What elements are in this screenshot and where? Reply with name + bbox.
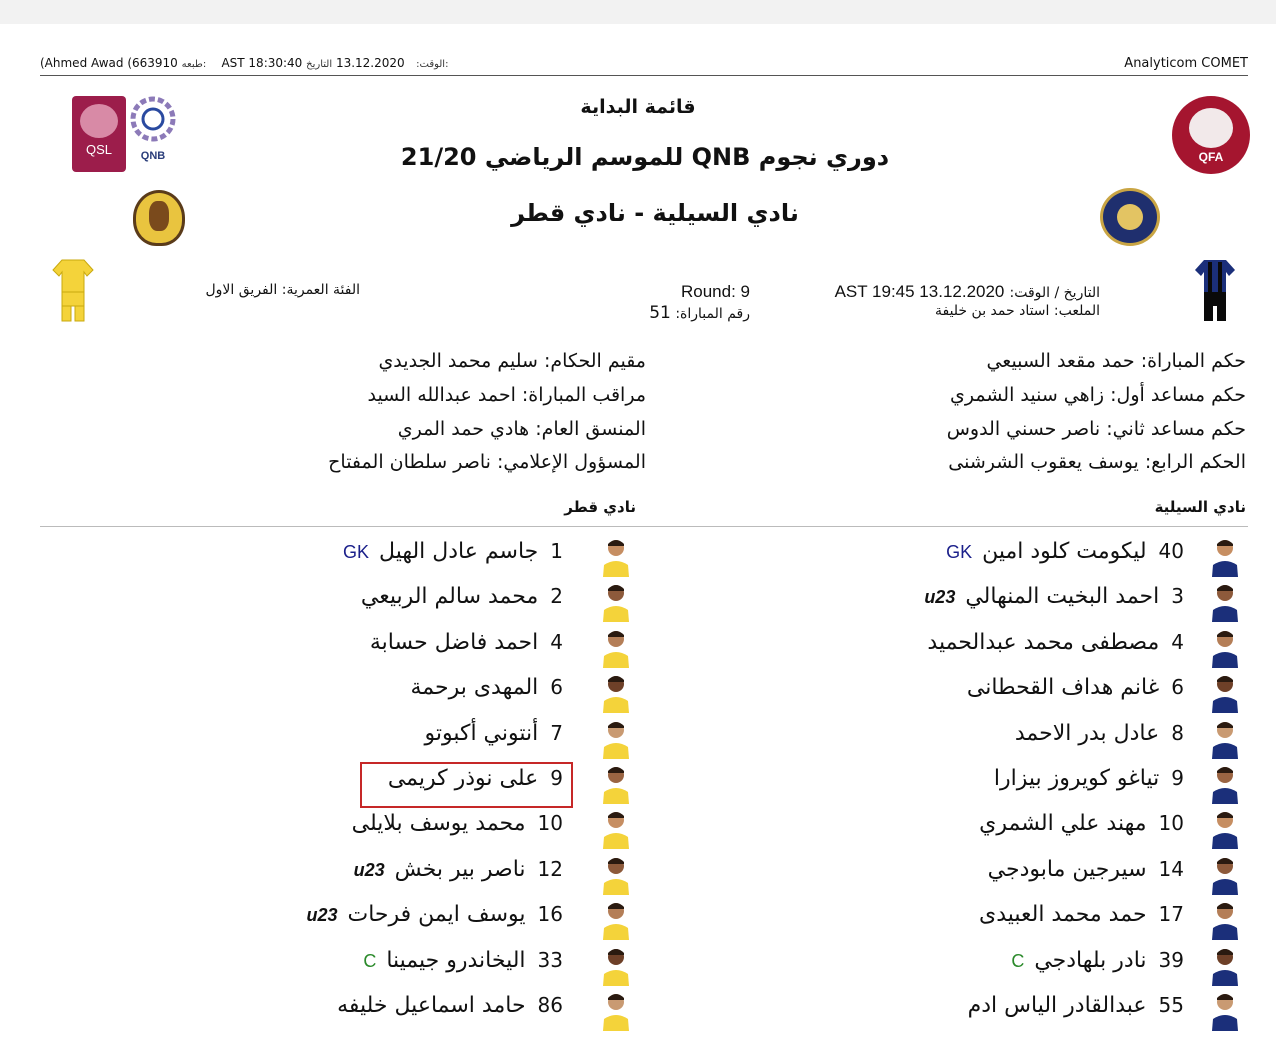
player-badge-c: C [1011, 950, 1025, 971]
age-group [190, 282, 360, 298]
away-player-row [370, 630, 563, 670]
print-date-label: التاريخ: [306, 59, 449, 70]
stadium-label: الملعب: [1053, 303, 1100, 319]
stadium-value: استاد حمد بن خليفة [934, 303, 1050, 319]
print-time-label: الوقت: [416, 59, 446, 70]
page-title: قائمة البداية [580, 96, 696, 118]
player-name: أنتوني أكبوتو [424, 720, 539, 746]
official-assistant-2 [947, 418, 1246, 440]
home-team-header: نادي السيلية [1154, 498, 1246, 516]
official-name: احمد عبدالله السيد [367, 384, 516, 406]
player-number: 40 [1158, 539, 1184, 563]
player-number: 39 [1158, 947, 1184, 972]
section-divider [40, 526, 1248, 527]
away-player-photo [601, 535, 631, 577]
home-player-row [927, 630, 1184, 670]
qsl-text: QSL [85, 142, 112, 157]
player-name: عبدالقادر الياس ادم [967, 993, 1147, 1018]
away-player-row [354, 857, 563, 897]
player-number: 6 [550, 675, 563, 700]
player-name: محمد يوسف بلايلى [351, 811, 526, 837]
away-player-photo [601, 807, 631, 849]
player-name: عادل بدر الاحمد [1014, 720, 1160, 746]
away-player-photo [601, 626, 631, 668]
player-badge-u23: u23 [924, 587, 956, 608]
away-player-photo [601, 717, 631, 759]
home-player-row [1011, 948, 1184, 988]
official-name: ناصر سلطان المفتاح [328, 451, 491, 473]
player-number: 8 [1171, 720, 1184, 745]
official-name: ناصر حسني الدوس [946, 418, 1101, 440]
player-name: نادر بلهادجي [1034, 947, 1147, 973]
player-number: 16 [537, 902, 563, 927]
player-name: مهند علي الشمري [979, 811, 1147, 837]
player-number: 55 [1158, 993, 1184, 1017]
home-player-photo [1210, 989, 1240, 1031]
player-name: سيرجين مابودجي [987, 856, 1147, 882]
home-player-row [967, 675, 1184, 715]
away-player-photo [601, 762, 631, 804]
official-label: مراقب المباراة: [521, 384, 646, 406]
official-name: هادي حمد المري [397, 418, 530, 440]
official-fourth [948, 451, 1246, 473]
home-player-row [988, 857, 1184, 897]
official-label: المسؤول الإعلامي: [496, 451, 646, 473]
away-player-photo [601, 989, 631, 1031]
home-player-row [924, 584, 1184, 624]
player-number: 3 [1171, 584, 1184, 609]
away-team-header: نادي قطر [564, 498, 636, 516]
player-badge-gk: GK [946, 542, 973, 562]
home-player-photo [1210, 717, 1240, 759]
match-datetime [780, 282, 1100, 319]
official-assessor [378, 350, 646, 372]
player-name: اليخاندرو جيمينا [386, 947, 526, 973]
player-number: 86 [537, 993, 563, 1017]
round-value: Round: 9 [681, 282, 750, 301]
official-label: حكم مساعد أول: [1110, 384, 1246, 406]
official-name: سليم محمد الجديدي [378, 350, 538, 372]
official-name: يوسف يعقوب الشرشنى [948, 451, 1139, 473]
player-number: 14 [1158, 856, 1184, 881]
player-number: 2 [550, 584, 563, 609]
player-name: ناصر بير بخش [394, 856, 526, 882]
official-coordinator [398, 418, 646, 440]
official-label: حكم مساعد ثاني: [1106, 418, 1246, 440]
home-player-row [979, 902, 1184, 942]
player-name: جاسم عادل الهيل [379, 539, 539, 564]
player-number: 33 [537, 947, 563, 972]
away-player-row [352, 811, 563, 851]
home-player-photo [1210, 671, 1240, 713]
home-player-photo [1210, 853, 1240, 895]
away-player-photo [601, 944, 631, 986]
league-title: دوري نجوم QNB للموسم الرياضي 21/20 [400, 143, 890, 171]
qnb-text: QNB [140, 150, 166, 162]
official-name: حمد مقعد السبيعي [986, 350, 1135, 372]
player-number: 10 [537, 811, 563, 836]
player-badge-u23: u23 [306, 905, 338, 926]
print-date: 13.12.2020 [335, 56, 405, 70]
home-player-photo [1210, 580, 1240, 622]
player-badge-u23: u23 [353, 859, 385, 880]
player-number: 12 [537, 856, 563, 881]
player-name: حامد اسماعيل خليفه [337, 993, 526, 1018]
print-time: AST 18:30:40 [221, 56, 303, 70]
home-player-row [968, 993, 1184, 1033]
match-no-label: رقم المباراة: [675, 306, 750, 322]
away-player-row [306, 902, 563, 942]
player-name: محمد سالم الربيعي [360, 584, 539, 610]
player-name: تياغو كويروز بيزارا [993, 766, 1160, 791]
player-number: 9 [550, 766, 563, 790]
player-name: غانم هداف القحطانى [966, 675, 1160, 701]
home-kit-icon [1194, 258, 1236, 322]
away-kit-icon [52, 258, 94, 322]
printer-name: (Ahmed Awad (663910 [40, 56, 178, 70]
player-name: احمد فاضل حسابة [369, 629, 539, 655]
away-player-photo [601, 580, 631, 622]
away-player-photo [601, 671, 631, 713]
player-name: ليكومت كلود امين [982, 539, 1147, 564]
player-number: 9 [1171, 766, 1184, 790]
home-player-photo [1210, 898, 1240, 940]
home-player-row [1015, 721, 1184, 761]
home-player-photo [1210, 944, 1240, 986]
datetime-label: التاريخ / الوقت: [1009, 285, 1100, 301]
away-player-row [363, 948, 563, 988]
print-meta [40, 56, 448, 70]
player-number: 6 [1171, 675, 1184, 700]
round-info [600, 282, 750, 323]
official-label: حكم المباراة: [1140, 350, 1246, 372]
age-group-value: الفريق الاول [205, 282, 278, 298]
away-player-photo [601, 898, 631, 940]
player-number: 17 [1158, 902, 1184, 927]
away-player-row [361, 584, 563, 624]
player-name: احمد البخيت المنهالي [965, 584, 1160, 610]
player-name: حمد محمد العبيدى [978, 902, 1147, 928]
home-player-photo [1210, 626, 1240, 668]
home-player-row [994, 766, 1184, 806]
official-referee [986, 350, 1246, 372]
away-player-photo [601, 853, 631, 895]
print-label: طبعه: [181, 59, 207, 70]
away-player-row [424, 721, 563, 761]
official-name: زاهي سنيد الشمري [949, 384, 1105, 406]
player-badge-gk: GK [343, 542, 370, 562]
player-name: على نوذر كريمى [387, 766, 539, 791]
player-number: 10 [1158, 811, 1184, 836]
official-label: الحكم الرابع: [1144, 451, 1246, 473]
match-title: نادي السيلية - نادي قطر [511, 199, 799, 227]
top-band [0, 0, 1276, 24]
player-name: يوسف ايمن فرحات [347, 902, 526, 928]
player-name: المهدى برحمة [410, 675, 539, 701]
home-player-photo [1210, 762, 1240, 804]
home-player-photo [1210, 535, 1240, 577]
home-player-row [979, 811, 1184, 851]
official-assistant-1 [950, 384, 1246, 406]
official-media [328, 451, 646, 473]
away-player-row [343, 539, 563, 579]
player-number: 1 [550, 539, 563, 563]
official-label: المنسق العام: [535, 418, 646, 440]
player-number: 4 [550, 629, 563, 654]
qfa-text: QFA [1198, 150, 1224, 164]
match-no-value: 51 [649, 303, 671, 323]
official-label: مقيم الحكام: [544, 350, 646, 372]
player-name: مصطفى محمد عبدالحميد [927, 629, 1160, 655]
datetime-value: AST 19:45 13.12.2020 [834, 282, 1005, 301]
player-number: 4 [1171, 629, 1184, 654]
system-name: Analyticom COMET [1124, 56, 1248, 71]
away-player-row [410, 675, 563, 715]
away-player-row [388, 766, 563, 806]
official-match-commissioner [367, 384, 646, 406]
age-group-label: الفئة العمرية: [281, 282, 360, 298]
print-meta-line [40, 56, 1248, 76]
home-player-photo [1210, 807, 1240, 849]
player-number: 7 [550, 720, 563, 745]
player-badge-c: C [363, 950, 377, 971]
home-player-row [946, 539, 1184, 579]
away-player-row [337, 993, 563, 1033]
